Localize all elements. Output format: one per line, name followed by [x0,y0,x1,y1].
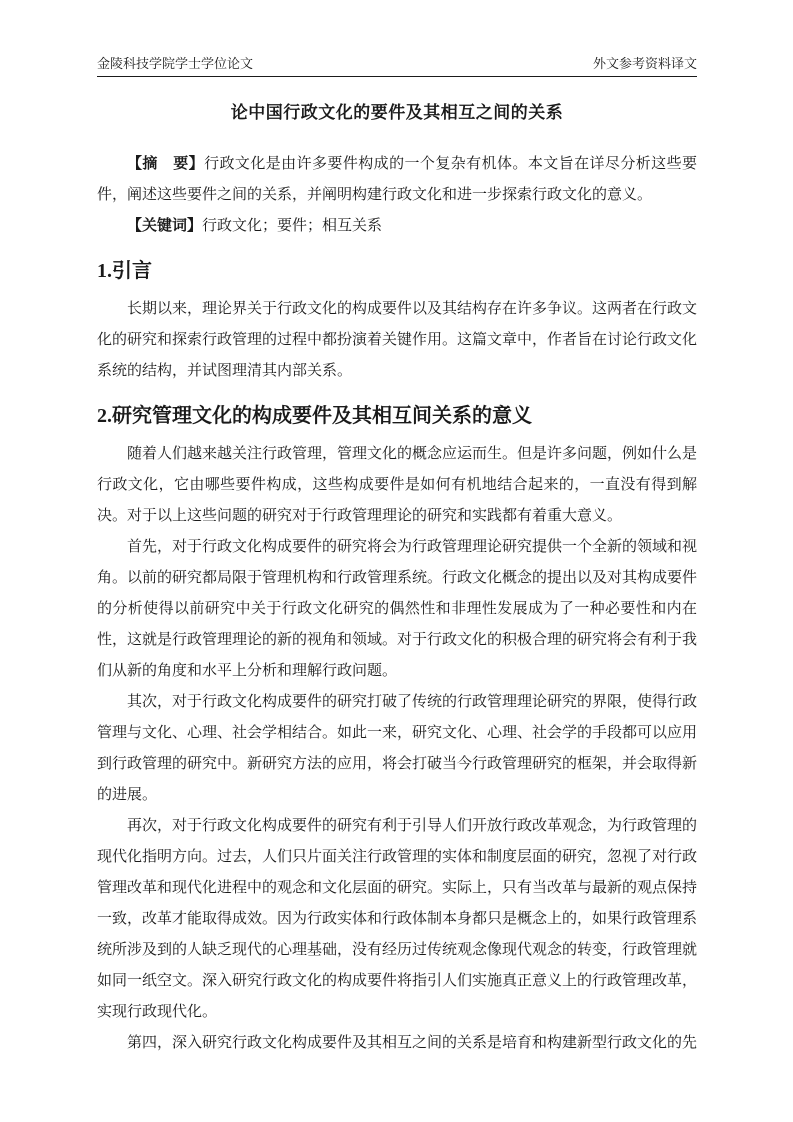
keywords-text: 行政文化；要件；相互关系 [202,218,383,234]
section-2-paragraph-2: 首先，对于行政文化构成要件的研究将会为行政管理理论研究提供一个全新的领域和视角。以前的研究都局限于管理机构和行政管理系统。行政文化概念的提出以及对其构成要件的分析使得以前研究中关于行政文化研究的偶然性和非理性发展成为了一种必要性和内在性，这就是行政管理理论的新的视角和领域。对于行政文化的积极合理的研究将会有利于我们从新的角度和水平上分析和理解行政问题。 [97,539,698,679]
header-left-text: 金陵科技学院学士学位论文 [97,56,254,71]
keywords-label: 【关键词】 [127,218,203,234]
keywords-paragraph [97,211,697,242]
section-2-paragraph-1: 随着人们越来越关注行政管理，管理文化的概念应运而生。但是许多问题，例如什么是行政文化，它由哪些要件构成，这些构成要件是如何有机地结合起来的，一直没有得到解决。对于以上这些问题的研究对于行政管理理论的研究和实践都有着重大意义。 [97,446,698,524]
page-header [97,0,697,77]
section-1-paragraph-1: 长期以来，理论界关于行政文化的构成要件以及其结构存在许多争议。这两者在行政文化的研究和探索行政管理的过程中都扮演着关键作用。这篇文章中，作者旨在讨论行政文化系统的结构，并试图理清其内部关系。 [97,301,698,379]
section-1-heading: 1.引言 [97,260,152,282]
abstract-paragraph [97,149,697,211]
section-2-paragraph-3: 其次，对于行政文化构成要件的研究打破了传统的行政管理理论研究的界限，使得行政管理与文化、心理、社会学相结合。如此一来，研究文化、心理、社会学的手段都可以应用到行政管理的研究中。新研究方法的应用，将会打破当今行政管理研究的框架，并会取得新的进展。 [97,694,698,803]
section-2-heading: 2.研究管理文化的构成要件及其相互间关系的意义 [97,405,532,427]
abstract-text: 行政文化是由许多要件构成的一个复杂有机体。本文旨在详尽分析这些要件，阐述这些要件之间的关系，并阐明构建行政文化和进一步探索行政文化的意义。 [97,156,697,203]
header-right-text: 外文参考资料译文 [592,56,697,71]
section-2-paragraph-4: 再次，对于行政文化构成要件的研究有利于引导人们开放行政改革观念，为行政管理的现代化指明方向。过去，人们只片面关注行政管理的实体和制度层面的研究，忽视了对行政管理改革和现代化进程中的观念和文化层面的研究。实际上，只有当改革与最新的观点保持一致，改革才能取得成效。因为行政实体和行政体制本身都只是概念上的，如果行政管理系统所涉及到的人缺乏现代的心理基础，没有经历过传统观念像现代观念的转变，行政管理就如同一纸空文。深入研究行政文化的构成要件将指引人们实施真正意义上的行政管理改革，实现行政现代化。 [97,818,698,1020]
document-title: 论中国行政文化的要件及其相互之间的关系 [230,103,564,122]
section-2-paragraph-5: 第四，深入研究行政文化构成要件及其相互之间的关系是培育和构建新型行政文化的先 [127,1035,698,1051]
abstract-label: 【摘 要】 [127,156,205,172]
